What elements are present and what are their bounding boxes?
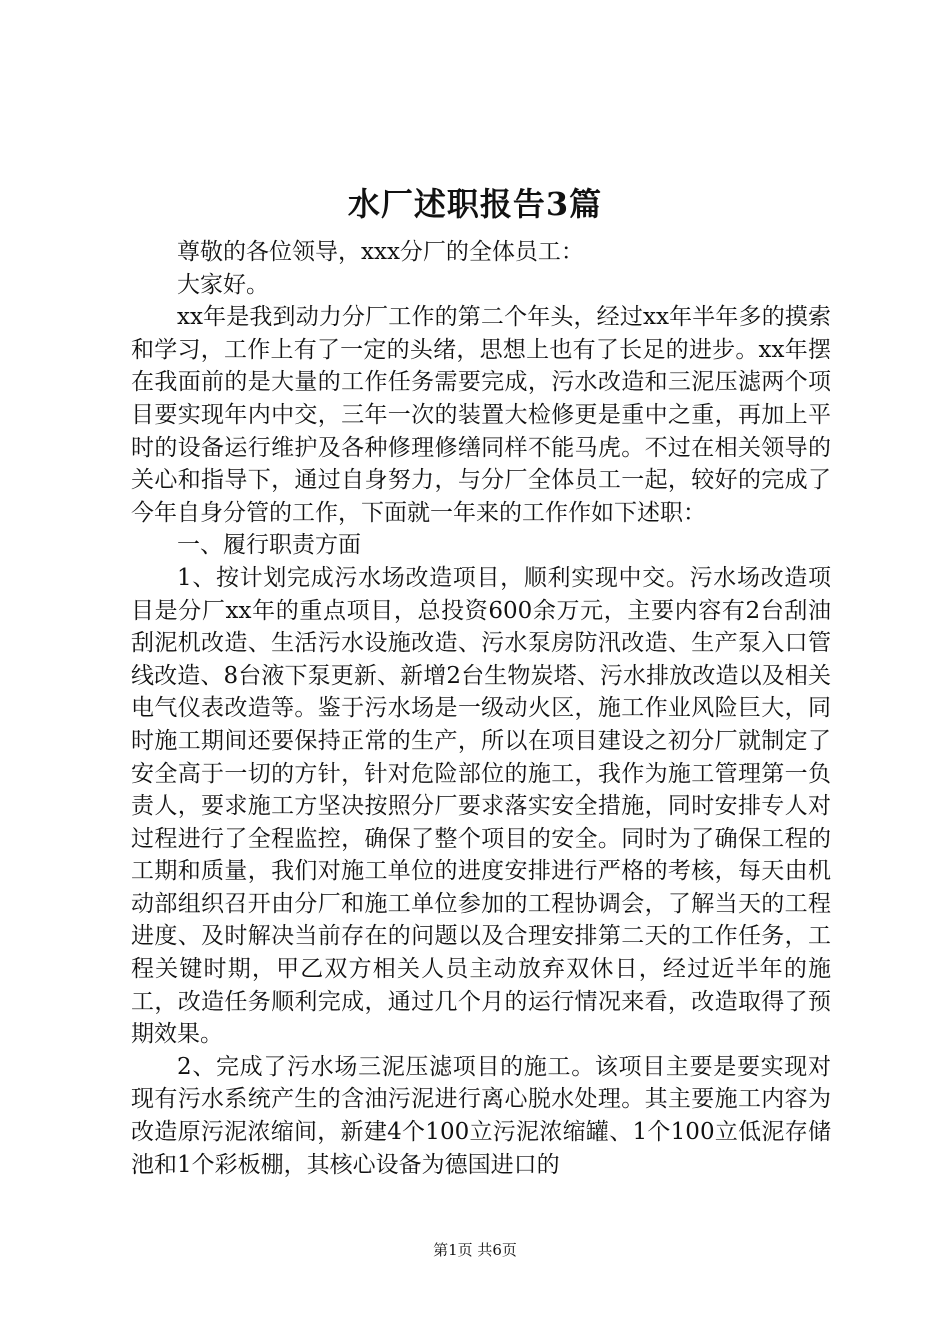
paragraph-item-1: 1、按计划完成污水场改造项目，顺利实现中交。污水场改造项目是分厂xx年的重点项目，总投资600余万元，主要内容有2台刮油刮泥机改造、生活污水设施改造、污水泵房防汛改造、生产泵入口管线改造、8台液下泵更新、新增2台生物炭塔、污水排放改造以及相关电气仪表改造等。鉴于污水场是一级动火区，施工作业风险巨大，同时施工期间还要保持正常的生产，所以在项目建设之初分厂就制定了安全高于一切的方针，针对危险部位的施工，我作为施工管理第一负责人，要求施工方坚决按照分厂要求落实安全措施，同时安排专人对过程进行了全程监控，确保了整个项目的安全。同时为了确保工程的工期和质量，我们对施工单位的进度安排进行严格的考核，每天由机动部组织召开由分厂和施工单位参加的工程协调会，了解当天的工程进度、及时解决当前存在的问题以及合理安排第二天的工作任务，工程关键时期，甲乙双方相关人员主动放弃双休日，经过近半年的施工，改造任务顺利完成，通过几个月的运行情况来看，改造取得了预期效果。	[131, 564, 831, 1048]
paragraph-intro: xx年是我到动力分厂工作的第二个年头，经过xx年半年多的摸索和学习，工作上有了一定的头绪，思想上也有了长足的进步。xx年摆在我面前的是大量的工作任务需要完成，污水改造和三泥压滤两个项目要实现年内中交，三年一次的装置大检修更是重中之重，再加上平时的设备运行维护及各种修理修缮同样不能马虎。不过在相关领导的关心和指导下，通过自身努力，与分厂全体员工一起，较好的完成了今年自身分管的工作，下面就一年来的工作作如下述职：	[131, 304, 831, 526]
paragraph-item-2: 2、完成了污水场三泥压滤项目的施工。该项目主要是要实现对现有污水系统产生的含油污泥进行离心脱水处理。其主要施工内容为改造原污泥浓缩间，新建4个100立污泥浓缩罐、1个100立低泥存储池和1个彩板棚，其核心设备为德国进口的	[131, 1053, 831, 1178]
paragraph-salutation: 尊敬的各位领导，xxx分厂的全体员工：	[177, 239, 584, 265]
document-body	[131, 236, 831, 1181]
page-footer: 第1页 共6页	[433, 1241, 517, 1259]
section-heading: 一、履行职责方面	[177, 532, 361, 559]
document-title: 水厂述职报告3篇	[347, 185, 603, 223]
paragraph-greeting: 大家好。	[177, 271, 269, 298]
